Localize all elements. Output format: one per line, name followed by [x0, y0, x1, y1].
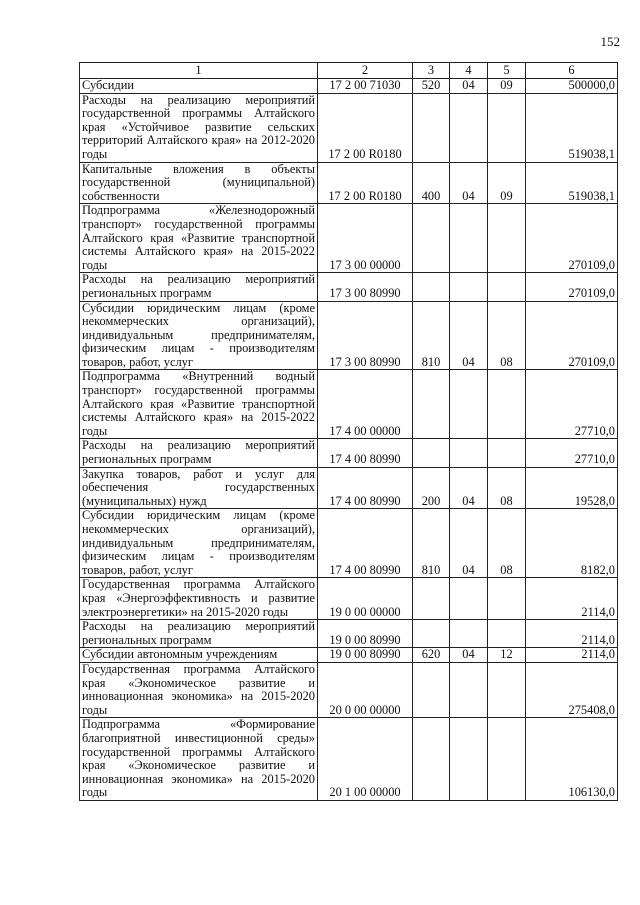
expense-type-cell — [413, 93, 450, 162]
section-cell — [450, 93, 488, 162]
expense-type-cell: 520 — [413, 79, 450, 94]
amount-cell: 270109,0 — [526, 204, 618, 273]
section-cell: 04 — [450, 648, 488, 663]
expense-type-cell — [413, 273, 450, 301]
subsection-cell — [488, 718, 526, 801]
table-row — [80, 439, 618, 467]
section-cell: 04 — [450, 467, 488, 509]
subsection-cell — [488, 578, 526, 620]
target-article-code-cell: 17 4 00 80990 — [318, 439, 413, 467]
table-body — [80, 63, 618, 801]
expense-type-cell — [413, 370, 450, 439]
amount-cell: 519038,1 — [526, 162, 618, 204]
expense-type-cell: 810 — [413, 301, 450, 370]
expense-name-cell: Подпрограмма «Железнодорожный транспорт» государственной программы Алтайского края «Развитие транспортной системы Алтайского края» на 2015-2022 годы — [80, 204, 318, 273]
expense-name-cell: Расходы на реализацию мероприятий региональных программ — [80, 273, 318, 301]
subsection-cell: 09 — [488, 79, 526, 94]
section-cell: 04 — [450, 162, 488, 204]
expense-type-cell — [413, 204, 450, 273]
section-cell: 04 — [450, 301, 488, 370]
target-article-code-cell: 19 0 00 80990 — [318, 620, 413, 648]
subsection-cell — [488, 620, 526, 648]
amount-cell: 106130,0 — [526, 718, 618, 801]
table-row — [80, 718, 618, 801]
section-cell — [450, 620, 488, 648]
subsection-cell: 09 — [488, 162, 526, 204]
table-row — [80, 467, 618, 509]
expense-name-cell: Подпрограмма «Внутренний водный транспорт» государственной программы Алтайского края «Развитие транспортной системы Алтайского края» на 2015-2022 годы — [80, 370, 318, 439]
section-cell — [450, 578, 488, 620]
expense-name-cell: Субсидии юридическим лицам (кроме некоммерческих организаций), индивидуальным предпринимателям, физическим лицам - производителям товаров, работ, услуг — [80, 301, 318, 370]
expense-type-cell — [413, 439, 450, 467]
amount-cell: 270109,0 — [526, 301, 618, 370]
table-row — [80, 578, 618, 620]
target-article-code-cell: 17 4 00 80990 — [318, 509, 413, 578]
expense-type-cell — [413, 620, 450, 648]
table-row — [80, 93, 618, 162]
page-number: 152 — [600, 34, 620, 49]
amount-cell: 19528,0 — [526, 467, 618, 509]
expense-type-cell: 810 — [413, 509, 450, 578]
expense-type-cell: 620 — [413, 648, 450, 663]
expense-type-cell — [413, 718, 450, 801]
section-cell — [450, 273, 488, 301]
expense-name-cell: Расходы на реализацию мероприятий региональных программ — [80, 620, 318, 648]
amount-cell: 519038,1 — [526, 93, 618, 162]
target-article-code-cell: 17 4 00 80990 — [318, 467, 413, 509]
target-article-code-cell: 19 0 00 80990 — [318, 648, 413, 663]
section-cell — [450, 370, 488, 439]
expense-type-cell — [413, 578, 450, 620]
subsection-cell — [488, 439, 526, 467]
amount-cell: 2114,0 — [526, 620, 618, 648]
table-row — [80, 301, 618, 370]
column-header: 4 — [450, 63, 488, 79]
amount-cell: 270109,0 — [526, 273, 618, 301]
table-row — [80, 662, 618, 717]
target-article-code-cell: 17 2 00 R0180 — [318, 93, 413, 162]
table-row — [80, 509, 618, 578]
amount-cell: 8182,0 — [526, 509, 618, 578]
expense-name-cell: Субсидии юридическим лицам (кроме некоммерческих организаций), индивидуальным предпринимателям, физическим лицам - производителям товаров, работ, услуг — [80, 509, 318, 578]
column-header: 3 — [413, 63, 450, 79]
expense-type-cell — [413, 662, 450, 717]
target-article-code-cell: 17 3 00 80990 — [318, 301, 413, 370]
target-article-code-cell: 19 0 00 00000 — [318, 578, 413, 620]
target-article-code-cell: 17 2 00 71030 — [318, 79, 413, 94]
expense-name-cell: Субсидии — [80, 79, 318, 94]
subsection-cell: 08 — [488, 509, 526, 578]
amount-cell: 2114,0 — [526, 648, 618, 663]
target-article-code-cell: 20 1 00 00000 — [318, 718, 413, 801]
expense-type-cell: 400 — [413, 162, 450, 204]
column-header: 2 — [318, 63, 413, 79]
subsection-cell — [488, 93, 526, 162]
target-article-code-cell: 20 0 00 00000 — [318, 662, 413, 717]
amount-cell: 275408,0 — [526, 662, 618, 717]
target-article-code-cell: 17 3 00 00000 — [318, 204, 413, 273]
table-row — [80, 620, 618, 648]
expense-name-cell: Закупка товаров, работ и услуг для обеспечения государственных (муниципальных) нужд — [80, 467, 318, 509]
target-article-code-cell: 17 2 00 R0180 — [318, 162, 413, 204]
expense-name-cell: Расходы на реализацию мероприятий региональных программ — [80, 439, 318, 467]
amount-cell: 27710,0 — [526, 370, 618, 439]
subsection-cell — [488, 204, 526, 273]
subsection-cell: 08 — [488, 467, 526, 509]
table-row — [80, 273, 618, 301]
column-header: 1 — [80, 63, 318, 79]
expense-name-cell: Расходы на реализацию мероприятий государственной программы Алтайского края «Устойчивое развитие сельских территорий Алтайского края» на 2012-2020 годы — [80, 93, 318, 162]
expense-name-cell: Государственная программа Алтайского края «Энергоэффективность и развитие электроэнергетики» на 2015-2020 годы — [80, 578, 318, 620]
amount-cell: 27710,0 — [526, 439, 618, 467]
section-cell: 04 — [450, 79, 488, 94]
target-article-code-cell: 17 3 00 80990 — [318, 273, 413, 301]
section-cell — [450, 204, 488, 273]
expense-name-cell: Государственная программа Алтайского края «Экономическое развитие и инновационная экономика» на 2015-2020 годы — [80, 662, 318, 717]
subsection-cell: 12 — [488, 648, 526, 663]
subsection-cell — [488, 273, 526, 301]
table-row — [80, 204, 618, 273]
expense-name-cell: Подпрограмма «Формирование благоприятной инвестиционной среды» государственной программы Алтайского края «Экономическое развитие и инновационная экономика» на 2015-2020 годы — [80, 718, 318, 801]
table-row — [80, 79, 618, 94]
table-row — [80, 648, 618, 663]
column-header: 5 — [488, 63, 526, 79]
budget-table — [79, 62, 618, 801]
amount-cell: 500000,0 — [526, 79, 618, 94]
target-article-code-cell: 17 4 00 00000 — [318, 370, 413, 439]
subsection-cell — [488, 662, 526, 717]
table-row — [80, 370, 618, 439]
expense-type-cell: 200 — [413, 467, 450, 509]
table-header-row — [80, 63, 618, 79]
table-row — [80, 162, 618, 204]
section-cell — [450, 439, 488, 467]
amount-cell: 2114,0 — [526, 578, 618, 620]
expense-name-cell: Субсидии автономным учреждениям — [80, 648, 318, 663]
section-cell — [450, 662, 488, 717]
column-header: 6 — [526, 63, 618, 79]
section-cell: 04 — [450, 509, 488, 578]
subsection-cell — [488, 370, 526, 439]
expense-name-cell: Капитальные вложения в объекты государственной (муниципальной) собственности — [80, 162, 318, 204]
section-cell — [450, 718, 488, 801]
subsection-cell: 08 — [488, 301, 526, 370]
